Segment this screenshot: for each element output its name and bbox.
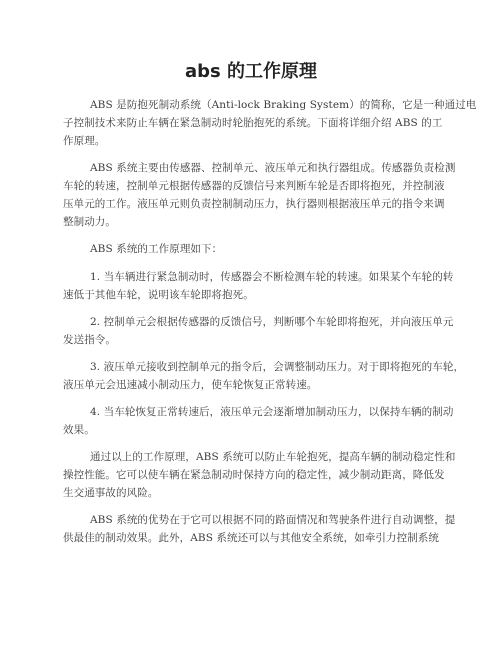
paragraph-1-line-1: ABS 是防抱死制动系统（Anti-lock Braking System）的简称，它是一种通过电 xyxy=(90,99,477,111)
paragraph-2-line-2: 车轮的转速，控制单元根据传感器的反馈信号来判断车轮是否即将抱死，并控制液 xyxy=(63,180,445,192)
paragraph-3-line-1: ABS 系统的工作原理如下： xyxy=(90,243,223,255)
paragraph-9-line-1: ABS 系统的优势在于它可以根据不同的路面情况和驾驶条件进行自动调整，提 xyxy=(90,514,456,526)
paragraph-7-line-2: 效果。 xyxy=(63,424,95,436)
paragraph-2-line-1: ABS 系统主要由传感器、控制单元、液压单元和执行器组成。传感器负责检测 xyxy=(90,162,456,174)
paragraph-1-line-2: 子控制技术来防止车辆在紧急制动时轮胎抱死的系统。下面将详细介绍 ABS 的工 xyxy=(63,117,443,129)
paragraph-5-line-1: 2. 控制单元会根据传感器的反馈信号，判断哪个车轮即将抱死，并向液压单元 xyxy=(90,316,454,328)
paragraph-4-line-2: 速低于其他车轮，说明该车轮即将抱死。 xyxy=(63,289,254,301)
paragraph-2-line-4: 整制动力。 xyxy=(63,216,116,228)
paragraph-8-line-3: 生交通事故的风险。 xyxy=(63,487,159,499)
paragraph-8-line-1: 通过以上的工作原理，ABS 系统可以防止车轮抱死，提高车辆的制动稳定性和 xyxy=(90,451,456,463)
paragraph-2-line-3: 压单元的工作。液压单元则负责控制制动压力，执行器则根据液压单元的指令来调 xyxy=(63,198,445,210)
paragraph-7-line-1: 4. 当车轮恢复正常转速后，液压单元会逐渐增加制动压力，以保持车辆的制动 xyxy=(90,406,454,418)
paragraph-1-line-3: 作原理。 xyxy=(63,135,106,147)
paragraph-6-line-2: 液压单元会迅速减小制动压力，使车轮恢复正常转速。 xyxy=(63,379,318,391)
paragraph-6-line-1: 3. 液压单元接收到控制单元的指令后，会调整制动压力。对于即将抱死的车轮， xyxy=(90,361,465,373)
page-title: abs 的工作原理 xyxy=(184,61,317,82)
paragraph-4-line-1: 1. 当车辆进行紧急制动时，传感器会不断检测车轮的转速。如果某个车轮的转 xyxy=(90,271,454,283)
paragraph-5-line-2: 发送指令。 xyxy=(63,334,116,346)
paragraph-9-line-2: 供最佳的制动效果。此外，ABS 系统还可以与其他安全系统，如牵引力控制系统 xyxy=(63,532,440,544)
paragraph-8-line-2: 操控性能。它可以使车辆在紧急制动时保持方向的稳定性，减少制动距离，降低发 xyxy=(63,469,445,481)
